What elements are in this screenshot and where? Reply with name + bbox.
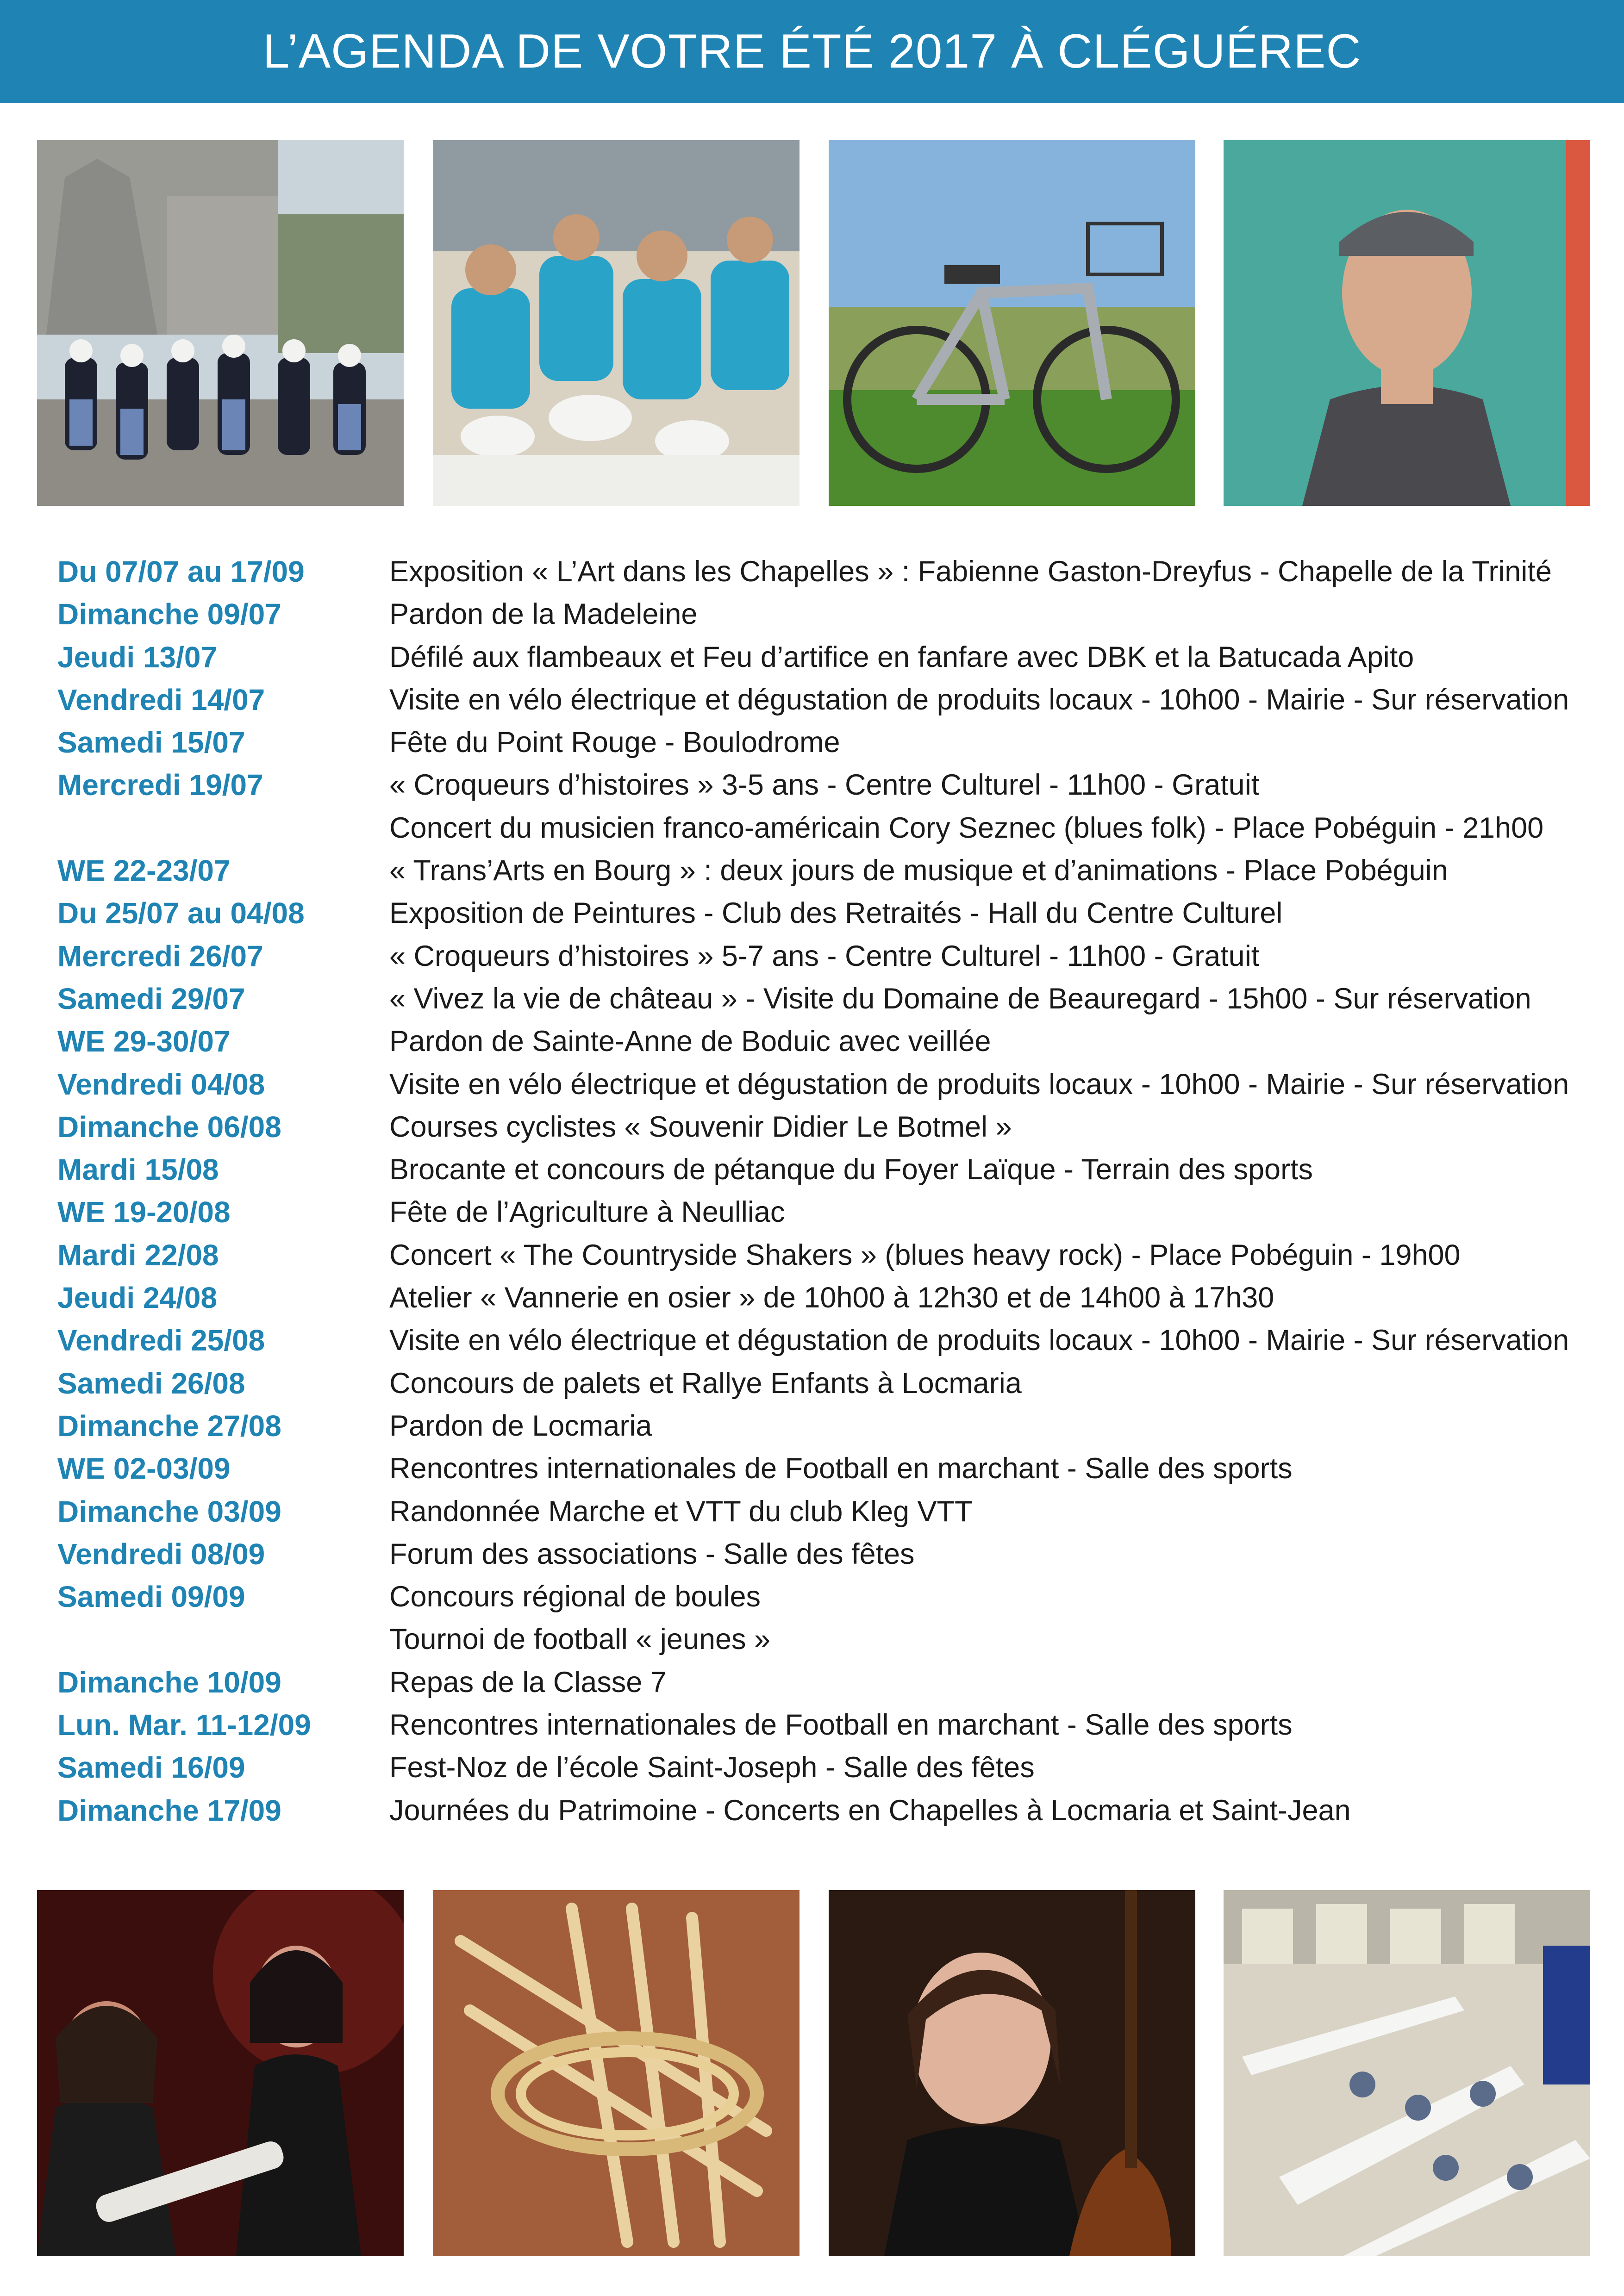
agenda-date: Dimanche 27/08 — [57, 1409, 281, 1443]
agenda-date: Jeudi 13/07 — [57, 640, 218, 674]
agenda-row — [57, 935, 1585, 977]
agenda-row — [57, 1618, 1585, 1661]
agenda-event: Journées du Patrimoine - Concerts en Chapelles à Locmaria et Saint-Jean — [389, 1794, 1351, 1827]
agenda-row — [57, 764, 1585, 806]
photo-wicker-basketry — [433, 1890, 800, 2256]
agenda-row — [57, 636, 1585, 678]
agenda-date: Samedi 26/08 — [57, 1366, 245, 1400]
agenda-event: Brocante et concours de pétanque du Foyer Laïque - Terrain des sports — [389, 1153, 1313, 1186]
agenda-date: Dimanche 03/09 — [57, 1494, 281, 1528]
agenda-date: WE 22-23/07 — [57, 854, 231, 888]
agenda-row — [57, 1575, 1585, 1618]
agenda-event: Pardon de Locmaria — [389, 1409, 652, 1442]
agenda-date: Vendredi 04/08 — [57, 1067, 265, 1101]
agenda-date: Du 07/07 au 17/09 — [57, 555, 305, 588]
agenda-row — [57, 1362, 1585, 1405]
photo-breton-costume-parade — [37, 140, 404, 506]
agenda-row — [57, 1746, 1585, 1789]
agenda-row — [57, 593, 1585, 635]
agenda-date: Vendredi 14/07 — [57, 683, 265, 716]
agenda-date: Samedi 15/07 — [57, 726, 245, 759]
agenda-date: Du 25/07 au 04/08 — [57, 896, 305, 930]
agenda-date: Mardi 22/08 — [57, 1238, 219, 1272]
agenda-row — [57, 721, 1585, 764]
agenda-event: Pardon de Sainte-Anne de Boduic avec veillée — [389, 1025, 991, 1058]
top-photo-row — [0, 140, 1624, 506]
agenda-date: Samedi 09/09 — [57, 1580, 245, 1614]
agenda-row — [57, 1661, 1585, 1704]
agenda-date: WE 29-30/07 — [57, 1025, 231, 1058]
agenda-row — [57, 678, 1585, 721]
agenda-row — [57, 1789, 1585, 1832]
agenda-date: WE 02-03/09 — [57, 1452, 231, 1486]
agenda-event: Fête de l’Agriculture à Neulliac — [389, 1196, 785, 1229]
agenda-event: Randonnée Marche et VTT du club Kleg VTT — [389, 1495, 973, 1528]
agenda-date: Dimanche 10/09 — [57, 1665, 281, 1699]
agenda-date: WE 19-20/08 — [57, 1195, 231, 1229]
photo-musician-portrait — [1224, 140, 1590, 506]
agenda-row — [57, 977, 1585, 1020]
agenda-event: « Croqueurs d’histoires » 5-7 ans - Centre Culturel - 11h00 - Gratuit — [389, 940, 1260, 972]
photo-electric-bicycle — [829, 140, 1195, 506]
page-title: L’AGENDA DE VOTRE ÉTÉ 2017 À CLÉGUÉREC — [0, 0, 1624, 103]
agenda-event: Visite en vélo électrique et dégustation de produits locaux - 10h00 - Mairie - Sur réservation — [389, 683, 1569, 716]
agenda-row — [57, 807, 1585, 849]
agenda-date: Dimanche 09/07 — [57, 597, 281, 631]
agenda-row — [57, 1020, 1585, 1063]
agenda-event: Concours de palets et Rallye Enfants à Locmaria — [389, 1367, 1022, 1400]
agenda-event: Exposition de Peintures - Club des Retraités - Hall du Centre Culturel — [389, 897, 1283, 930]
agenda-row — [57, 1106, 1585, 1148]
agenda-row — [57, 1704, 1585, 1746]
agenda-event: Forum des associations - Salle des fêtes — [389, 1537, 915, 1570]
agenda-event: Concert « The Countryside Shakers » (blues heavy rock) - Place Pobéguin - 19h00 — [389, 1238, 1461, 1271]
agenda-event: « Vivez la vie de château » - Visite du Domaine de Beauregard - 15h00 - Sur réservation — [389, 982, 1531, 1015]
agenda-row — [57, 1533, 1585, 1575]
photo-batucada-band — [433, 140, 800, 506]
agenda-date: Dimanche 17/09 — [57, 1793, 281, 1827]
agenda-date: Mercredi 19/07 — [57, 768, 263, 802]
agenda-event: Courses cyclistes « Souvenir Didier Le Botmel » — [389, 1110, 1012, 1143]
photo-cellist — [829, 1890, 1195, 2256]
agenda-event: Atelier « Vannerie en osier » de 10h00 à 12h30 et de 14h00 à 17h30 — [389, 1282, 1274, 1314]
agenda-row — [57, 849, 1585, 892]
agenda-event: « Trans’Arts en Bourg » : deux jours de musique et d’animations - Place Pobéguin — [389, 854, 1448, 887]
agenda-event: Exposition « L’Art dans les Chapelles » : Fabienne Gaston-Dreyfus - Chapelle de la Trinité — [389, 555, 1552, 588]
agenda-date: Dimanche 06/08 — [57, 1110, 281, 1144]
agenda-row — [57, 1234, 1585, 1276]
agenda-event: Défilé aux flambeaux et Feu d’artifice en fanfare avec DBK et la Batucada Apito — [389, 641, 1414, 673]
agenda-date: Vendredi 08/09 — [57, 1537, 265, 1571]
agenda-date: Jeudi 24/08 — [57, 1281, 218, 1315]
agenda-row — [57, 1063, 1585, 1106]
agenda-row — [57, 1405, 1585, 1447]
agenda-row — [57, 1319, 1585, 1362]
agenda-date: Mardi 15/08 — [57, 1153, 219, 1187]
bottom-photo-row — [0, 1890, 1624, 2256]
agenda-list — [57, 550, 1585, 1832]
agenda-event: Concours régional de boules — [389, 1580, 761, 1613]
agenda-event: Concert du musicien franco-américain Cory Seznec (blues folk) - Place Pobéguin - 21h00 — [389, 811, 1544, 844]
agenda-row — [57, 1276, 1585, 1319]
agenda-event: Visite en vélo électrique et dégustation de produits locaux - 10h00 - Mairie - Sur réservation — [389, 1324, 1569, 1357]
agenda-date: Lun. Mar. 11-12/09 — [57, 1708, 311, 1742]
agenda-date: Samedi 16/09 — [57, 1751, 245, 1785]
photo-associations-forum — [1224, 1890, 1590, 2256]
agenda-date: Vendredi 25/08 — [57, 1324, 265, 1357]
agenda-event: Visite en vélo électrique et dégustation de produits locaux - 10h00 - Mairie - Sur réservation — [389, 1068, 1569, 1101]
agenda-event: Repas de la Classe 7 — [389, 1666, 667, 1699]
agenda-date: Mercredi 26/07 — [57, 939, 263, 973]
agenda-row — [57, 550, 1585, 593]
agenda-row — [57, 1191, 1585, 1233]
agenda-row — [57, 892, 1585, 934]
agenda-event: « Croqueurs d’histoires » 3-5 ans - Centre Culturel - 11h00 - Gratuit — [389, 769, 1260, 802]
agenda-row — [57, 1148, 1585, 1191]
agenda-event: Pardon de la Madeleine — [389, 598, 698, 631]
agenda-event: Fête du Point Rouge - Boulodrome — [389, 726, 840, 759]
agenda-date: Samedi 29/07 — [57, 982, 245, 1015]
photo-rock-concert — [37, 1890, 404, 2256]
agenda-event: Tournoi de football « jeunes » — [389, 1623, 771, 1656]
agenda-row — [57, 1490, 1585, 1533]
agenda-event: Rencontres internationales de Football en marchant - Salle des sports — [389, 1709, 1293, 1742]
agenda-event: Rencontres internationales de Football en marchant - Salle des sports — [389, 1452, 1293, 1485]
agenda-event: Fest-Noz de l’école Saint-Joseph - Salle des fêtes — [389, 1751, 1035, 1784]
agenda-row — [57, 1447, 1585, 1490]
